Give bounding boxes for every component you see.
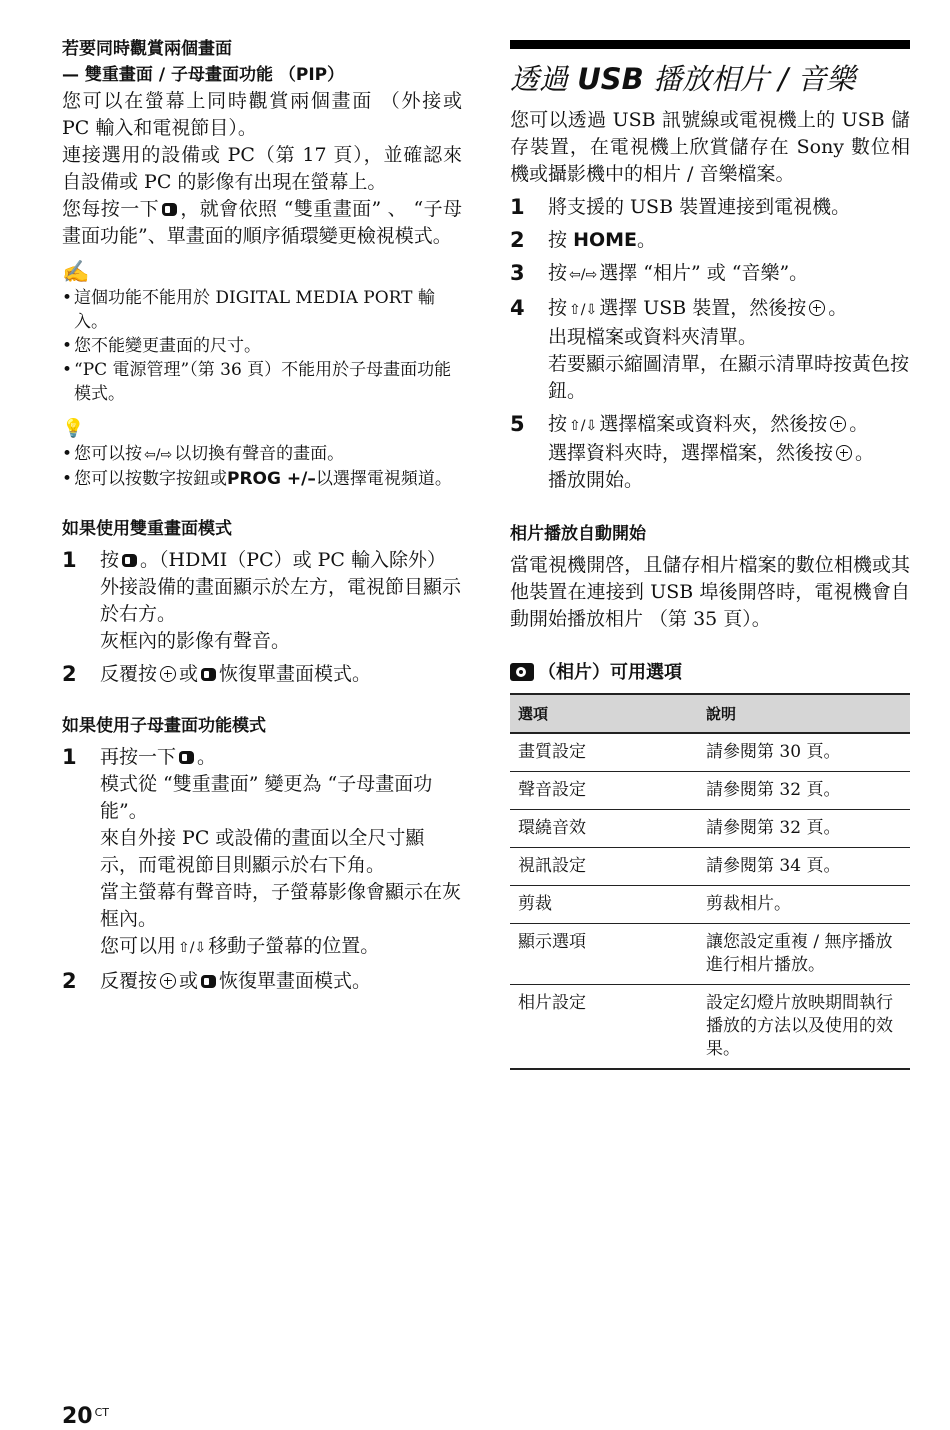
usb-step-2 <box>510 227 910 254</box>
pip-heading-line1: 若要同時觀賞兩個畫面 <box>62 39 232 59</box>
step-number: 1 <box>62 745 77 769</box>
table-cell-description: 請參閱第 32 頁。 <box>698 810 910 848</box>
dual-step-2 <box>62 661 462 688</box>
pip-button-icon <box>162 203 177 216</box>
table-row <box>510 810 910 848</box>
step-pre: 按 <box>548 297 568 319</box>
step-instruction: 將支援的 USB 裝置連接到電視機。 <box>548 196 851 218</box>
table-cell-description: 請參閱第 34 頁。 <box>698 848 910 886</box>
table-cell-option: 環繞音效 <box>510 810 698 848</box>
tip1-post: 以切換有聲音的畫面。 <box>174 444 345 464</box>
enter-button-icon <box>160 666 176 682</box>
table-row <box>510 733 910 772</box>
step-post: 。 <box>637 229 657 251</box>
left-right-arrow-icon: ⇦/⇨ <box>569 267 598 283</box>
table-row <box>510 848 910 886</box>
note-icon: ✍ <box>62 259 90 284</box>
step-detail: 播放開始。 <box>548 469 644 491</box>
step-number: 2 <box>62 969 77 993</box>
up-down-arrow-icon: ⇧/⇩ <box>569 302 598 318</box>
step-mid: 或 <box>179 970 199 992</box>
title-pre: 透過 <box>510 62 569 96</box>
table-row <box>510 886 910 924</box>
tip-icon: 💡 <box>62 418 85 438</box>
step-mid: 或 <box>179 663 199 685</box>
enter-button-icon <box>836 445 852 461</box>
home-button-label: HOME <box>573 229 638 251</box>
table-cell-option: 視訊設定 <box>510 848 698 886</box>
usb-step-1 <box>510 194 910 221</box>
auto-play-text: 當電視機開啓，且儲存相片檔案的數位相機或其他裝置在連接到 USB 埠後開啓時，電視機會自動開始播放相片 （第 35 頁）。 <box>510 554 910 630</box>
auto-play-heading: 相片播放自動開始 <box>510 524 646 544</box>
photo-options-table <box>510 693 910 1070</box>
enter-button-icon <box>830 416 846 432</box>
table-cell-description: 剪裁相片。 <box>698 886 910 924</box>
step-pre: 反覆按 <box>100 970 158 992</box>
step-detail <box>100 933 462 962</box>
step-post: 。 <box>197 746 217 768</box>
table-row <box>510 985 910 1070</box>
step-number: 3 <box>510 261 525 285</box>
section-rule <box>510 40 910 49</box>
pip-intro <box>62 88 462 250</box>
left-right-arrow-icon: ⇦/⇨ <box>144 447 173 463</box>
page-number-value: 20 <box>62 1404 93 1429</box>
table-row <box>510 924 910 985</box>
table-row <box>510 772 910 810</box>
pip-button-icon <box>201 668 216 681</box>
step-detail: 來自外接 PC 或設備的畫面以全尺寸顯示，而電視節目則顯示於右下角。 <box>100 827 425 876</box>
pip-button-icon <box>122 554 137 567</box>
step-detail: 灰框內的影像有聲音。 <box>100 630 291 652</box>
pip-step-1 <box>62 744 462 962</box>
notes-list <box>62 286 462 406</box>
usb-step-3 <box>510 260 910 289</box>
table-header-option: 選項 <box>510 694 698 733</box>
pip-intro-p2: 連接選用的設備或 PC（第 17 頁），並確認來自設備或 PC 的影像有出現在螢幕上。 <box>62 144 462 193</box>
camera-icon <box>510 663 534 681</box>
table-header-description: 說明 <box>698 694 910 733</box>
detail-pre: 選擇資料夾時，選擇檔案，然後按 <box>548 442 834 464</box>
photo-options-heading-text: （相片）可用選項 <box>538 662 682 683</box>
step-pre: 按 <box>100 549 120 571</box>
step-instruction <box>548 295 910 324</box>
step-end: 。 <box>849 413 869 435</box>
step-instruction <box>548 227 910 254</box>
dual-mode-heading: 如果使用雙重畫面模式 <box>62 519 232 539</box>
step-instruction <box>100 661 462 688</box>
table-header-row <box>510 694 910 733</box>
photo-options-heading <box>510 661 910 685</box>
table-cell-description: 請參閱第 32 頁。 <box>698 772 910 810</box>
step-post: 恢復單畫面模式。 <box>219 663 372 685</box>
note-item: • 您不能變更畫面的尺寸。 <box>62 334 462 358</box>
tips-list <box>62 442 462 491</box>
enter-button-icon <box>809 300 825 316</box>
detail-pre: 您可以用 <box>100 935 177 957</box>
step-number: 1 <box>62 548 77 572</box>
step-detail: 外接設備的畫面顯示於左方，電視節目顯示於右方。 <box>100 576 462 625</box>
tip2-pre: 您可以按數字按鈕或 <box>74 469 227 489</box>
pip-intro-p3 <box>62 196 462 250</box>
table-cell-option: 畫質設定 <box>510 733 698 772</box>
up-down-arrow-icon: ⇧/⇩ <box>178 940 207 956</box>
table-cell-description: 設定幻燈片放映期間執行播放的方法以及使用的效果。 <box>698 985 910 1070</box>
table-cell-option: 剪裁 <box>510 886 698 924</box>
page-number-suffix: CT <box>94 1406 110 1419</box>
step-instruction <box>548 411 910 440</box>
table-cell-option: 聲音設定 <box>510 772 698 810</box>
prog-button-label: PROG +/– <box>227 469 316 489</box>
pip-step-2 <box>62 968 462 995</box>
step-instruction <box>100 968 462 995</box>
step-pre: 按 <box>548 262 568 284</box>
step-instruction <box>100 744 462 771</box>
cycle-text-post: ，就會依照 “雙重畫面” 、 “子母畫面功能”、單畫面的順序循環變更檢視模式。 <box>62 198 462 247</box>
step-number: 2 <box>510 228 525 252</box>
step-number: 1 <box>510 195 525 219</box>
dual-step-1 <box>62 547 462 655</box>
detail-post: 移動子螢幕的位置。 <box>208 935 380 957</box>
step-detail: 若要顯示縮圖清單，在顯示清單時按黃色按鈕。 <box>548 353 910 402</box>
table-cell-description: 讓您設定重複 / 無序播放進行相片播放。 <box>698 924 910 985</box>
step-pre: 再按一下 <box>100 746 177 768</box>
pip-heading-line2: — 雙重畫面 / 子母畫面功能 （PIP） <box>62 65 345 85</box>
step-pre: 按 <box>548 229 568 251</box>
step-end: 。 <box>828 297 848 319</box>
usb-section-title <box>510 59 910 99</box>
step-number: 4 <box>510 296 525 320</box>
step-pre: 按 <box>548 413 568 435</box>
note-item: • “PC 電源管理”（第 36 頁）不能用於子母畫面功能模式。 <box>62 358 462 406</box>
table-cell-description: 請參閱第 30 頁。 <box>698 733 910 772</box>
tip-item <box>62 467 462 491</box>
step-number: 2 <box>62 662 77 686</box>
tip2-post: 以選擇電視頻道。 <box>315 469 452 489</box>
step-post: 恢復單畫面模式。 <box>219 970 372 992</box>
pip-button-icon <box>179 751 194 764</box>
table-cell-option: 顯示選項 <box>510 924 698 985</box>
step-detail <box>548 440 910 467</box>
usb-step-4 <box>510 295 910 405</box>
enter-button-icon <box>160 973 176 989</box>
step-instruction <box>100 547 462 574</box>
step-number: 5 <box>510 412 525 436</box>
title-usb: USB <box>577 62 644 96</box>
step-post: 選擇 “相片” 或 “音樂”。 <box>599 262 809 284</box>
left-column <box>62 36 462 1001</box>
cycle-text-pre: 您每按一下 <box>62 198 159 220</box>
step-post: 選擇 USB 裝置，然後按 <box>599 297 807 319</box>
pip-intro-p1: 您可以在螢幕上同時觀賞兩個畫面 （外接或 PC 輸入和電視節目）。 <box>62 90 462 139</box>
pip-mode-heading: 如果使用子母畫面功能模式 <box>62 716 266 736</box>
right-column <box>510 40 910 1070</box>
step-detail: 出現檔案或資料夾清單。 <box>548 326 758 348</box>
step-post: 選擇檔案或資料夾，然後按 <box>599 413 828 435</box>
title-post: 播放相片 / 音樂 <box>653 62 856 96</box>
usb-step-5 <box>510 411 910 494</box>
up-down-arrow-icon: ⇧/⇩ <box>569 418 598 434</box>
usb-intro: 您可以透過 USB 訊號線或電視機上的 USB 儲存裝置，在電視機上欣賞儲存在 Sony 數位相機或攝影機中的相片 / 音樂檔案。 <box>510 109 910 185</box>
step-post: 。（HDMI（PC）或 PC 輸入除外） <box>140 549 447 571</box>
step-pre: 反覆按 <box>100 663 158 685</box>
pip-button-icon <box>201 975 216 988</box>
step-detail: 當主螢幕有聲音時，子螢幕影像會顯示在灰框內。 <box>100 881 462 930</box>
step-detail: 模式從 “雙重畫面” 變更為 “子母畫面功能”。 <box>100 773 433 822</box>
detail-post: 。 <box>855 442 875 464</box>
tip-item <box>62 442 462 467</box>
tip1-pre: 您可以按 <box>74 444 142 464</box>
note-item: • 這個功能不能用於 DIGITAL MEDIA PORT 輸入。 <box>62 286 462 334</box>
table-cell-option: 相片設定 <box>510 985 698 1070</box>
pip-heading <box>62 36 462 88</box>
step-instruction <box>548 260 910 289</box>
page-number <box>62 1404 109 1429</box>
